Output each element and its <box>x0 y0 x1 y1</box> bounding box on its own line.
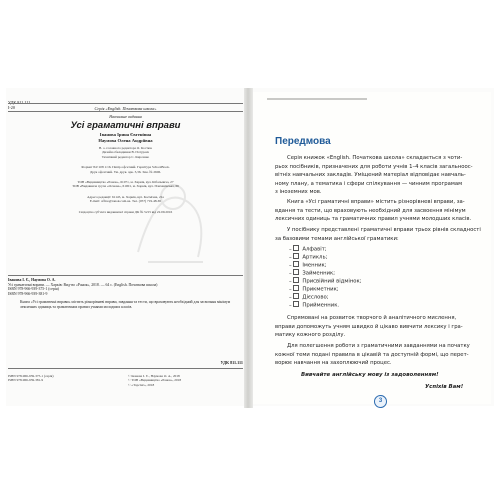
preface-page <box>253 92 491 404</box>
list-item: – Прикметник; <box>289 285 339 293</box>
imprint-details: В. о. головного редактора О. Костюк Дизайн обкладинки В. Потураєв Технічний редактор С. Кирсенко Формат 84×108 1/16. Папір офсетний. Гарнітура SchoolBook. Друк офсетний. Ум. друк. арк. 3,36. Зам. № 2606. ТОВ «Видавництво «Ранок», 61071, м. Харків, вул. Кібальчича, 27 ТОВ «Видавнича група «Основа», 61001, м. Харків, вул. Плеханівська, 66 Адреса редакції: 61145, м. Харків, вул. Космічна, 21а E-mail: office@ranok.com.ua. Тел. (057) 719-48-65 Свідоцтво суб'єкта видавничої справи ДК № 5215 від 22.09.2016 <box>72 146 179 214</box>
paragraph-levels: У посібнику представлені граматичні вправи трьох рівнів складності за базовими темами англійської граматики: <box>275 227 481 242</box>
checkbox-icon <box>293 245 299 251</box>
list-item: – Іменник; <box>289 261 327 269</box>
closing-wish: Успіхів Вам! <box>425 384 464 390</box>
paragraph-book: Книга «Усі граматичні вправи» містить різнорівневі вправи, за- вдання та тести, що враховують необхідний для засвоєння мінімум лексичних одиниць та граматичних правил учнями молодших класів. <box>275 199 472 223</box>
checkbox-icon <box>293 253 299 259</box>
authors <box>8 132 243 143</box>
page-number: 3 <box>374 395 387 408</box>
book-gutter <box>244 88 253 408</box>
divider-line <box>8 103 243 104</box>
scan-mark <box>267 98 367 100</box>
checkbox-icon <box>293 285 299 291</box>
list-item: – Дієслово; <box>289 293 329 301</box>
author-name: Іванова Ірина Євгенівна <box>99 132 152 137</box>
isbn-block: ISBN 978-966-939-375-1 (серія) ISBN 978-966-939-381-9 <box>8 374 54 383</box>
series-line: Серія «English. Початкова школа» <box>94 106 157 111</box>
paragraph-purpose: Спрямовані на розвиток творчого й аналітичного мислення, вправи допоможуть учням швидко й цікаво вивчити лексику і гра- матику кожного розділу. <box>275 315 463 339</box>
paragraph-rules: Для полегшення роботи з граматичними завданнями на початку кожної теми подані правила в цікавій та доступній формі, що перет- ворює навчання на захоплюючий процес. <box>275 343 470 367</box>
checkbox-icon <box>293 269 299 275</box>
copyright-block: © Іванова І. Є., Наумова О. А., 2018 © ТОВ «Видавництво «Ранок», 2018 © «Торсінг», 2018 <box>128 374 182 387</box>
divider-line <box>8 368 243 369</box>
list-item: – Артикль; <box>289 253 327 261</box>
checkbox-icon <box>293 261 299 267</box>
udk-code: УДК 811.111 І-20 <box>8 100 31 110</box>
preface-heading: Передмова <box>275 136 331 147</box>
paragraph-series: Серія книжок «English. Початкова школа» складається з чоти- рьох посібників, призначених для роботи учнів 1–4 класів загальноос- вітніх навчальних закладів. Уміщений матеріал відповідає навчаль- ному плану, а тематика і сфери спілкування — чинним програмам з іноземних мов. <box>275 155 473 196</box>
author-name: Наумова Олена Андріївна <box>98 137 153 143</box>
checkbox-icon <box>293 277 299 283</box>
book-summary: Книга «Усі граматичні вправи» містить різнорівневі вправи, завдання та тести, що враховують необхідний для засвоєння мінімум лексичних одиниць та граматичних правил учнями молодших класів. <box>20 300 231 309</box>
list-item: – Алфавіт; <box>289 245 327 253</box>
list-item: – Займенник; <box>289 269 335 277</box>
library-record: Іванова І. Є., Наумова О. А. Усі граматичні вправи. — Харків: Вид-во «Ранок», 2018. — 64 с. (English. Початкова школа) ISBN 978-966-939-375-1 (серія) ISBN 978-966-939-381-9 Книга «Усі граматичні вправи» містить різнорівневі вправи, завдання та тести, що враховують необхідний для засвоєння мінімум лексичних одиниць та граматичних правил учнями молодших класів. <box>8 278 243 310</box>
bottom-udk: УДК 811.111 <box>220 360 243 365</box>
checkbox-icon <box>293 301 299 307</box>
list-item: – Прийменник. <box>289 301 339 309</box>
divider-line <box>8 275 243 276</box>
edition-type: Навчальне видання <box>109 114 142 119</box>
checkbox-icon <box>293 293 299 299</box>
imprint-page <box>8 92 243 404</box>
closing-line: Вивчайте англійську мову із задоволенням! <box>301 372 439 378</box>
divider-line <box>8 111 243 112</box>
list-item: – Присвійний відмінок; <box>289 277 362 285</box>
book-title: Усі граматичні вправи <box>70 120 181 131</box>
